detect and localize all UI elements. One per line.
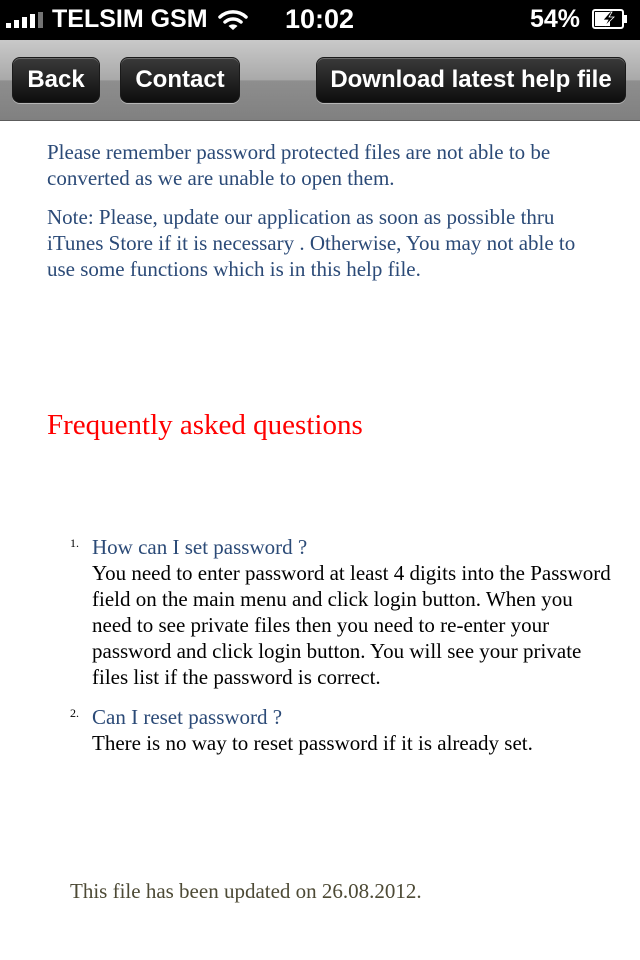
faq-number: 2.: [70, 706, 79, 720]
navigation-bar: [0, 40, 640, 121]
carrier-name: TELSIM GSM: [52, 5, 208, 33]
faq-question: How can I set password ?: [92, 535, 308, 559]
status-bar: [0, 0, 640, 40]
faq-item: [70, 534, 612, 690]
faq-item: [70, 704, 612, 756]
faq-heading: Frequently asked questions: [47, 409, 363, 441]
battery-percentage: 54%: [530, 5, 581, 33]
faq-question: Can I reset password ?: [92, 705, 283, 729]
last-updated-text: This file has been updated on 26.08.2012.: [70, 879, 422, 903]
signal-icon: [6, 12, 48, 28]
faq-list: [70, 534, 612, 770]
faq-answer: There is no way to reset password if it is already set.: [92, 731, 533, 755]
update-notice: Note: Please, update our application as soon as possible thru iTunes Store if it is necessary . Otherwise, You may not able to use some functions which is in this help file.: [47, 205, 576, 281]
password-notice: Please remember password protected files are not able to be converted as we are unable to open them.: [47, 140, 551, 190]
clock: 10:02: [285, 4, 355, 34]
download-help-file-button[interactable]: Download latest help file: [316, 57, 626, 103]
faq-answer: You need to enter password at least 4 digits into the Password field on the main menu and click login button. When you need to see private files then you need to re-enter your password and click login button. You will see your private files list if the password is correct.: [92, 561, 611, 689]
faq-number: 1.: [70, 536, 79, 550]
back-button[interactable]: Back: [12, 57, 100, 103]
battery-charging-icon: [592, 9, 628, 29]
wifi-icon: [218, 8, 248, 32]
contact-button[interactable]: Contact: [120, 57, 240, 103]
